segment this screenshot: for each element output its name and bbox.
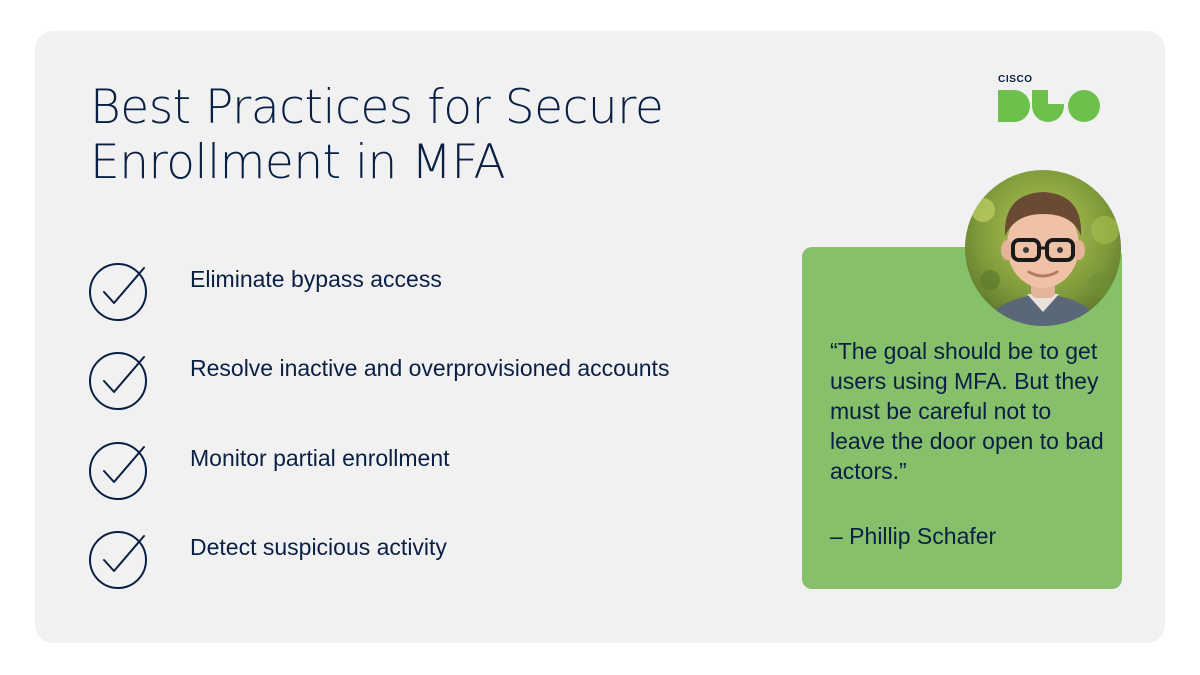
check-circle-icon bbox=[88, 351, 148, 411]
duo-logo-icon bbox=[998, 90, 1100, 122]
list-item bbox=[88, 351, 788, 411]
cisco-duo-logo bbox=[998, 74, 1100, 126]
list-item bbox=[88, 441, 788, 501]
quote-text: “The goal should be to get users using MFA. But they must be careful not to leave the door open to bad actors.” bbox=[830, 338, 1104, 484]
practice-label: Resolve inactive and overprovisioned accounts bbox=[190, 355, 670, 381]
portrait-photo-icon bbox=[965, 170, 1121, 326]
title-line-1: Best Practices for Secure bbox=[90, 80, 664, 135]
check-circle-icon bbox=[88, 530, 148, 590]
check-circle-icon bbox=[88, 441, 148, 501]
avatar bbox=[965, 170, 1121, 326]
page-title bbox=[90, 80, 790, 190]
practice-label: Monitor partial enrollment bbox=[190, 445, 450, 471]
quote-author: – Phillip Schafer bbox=[830, 523, 997, 549]
practice-label: Detect suspicious activity bbox=[190, 534, 447, 560]
practice-label: Eliminate bypass access bbox=[190, 266, 442, 292]
list-item bbox=[88, 530, 788, 590]
cisco-wordmark: CISCO bbox=[998, 74, 1033, 85]
title-line-2: Enrollment in MFA bbox=[90, 135, 506, 190]
check-circle-icon bbox=[88, 262, 148, 322]
list-item bbox=[88, 262, 788, 322]
